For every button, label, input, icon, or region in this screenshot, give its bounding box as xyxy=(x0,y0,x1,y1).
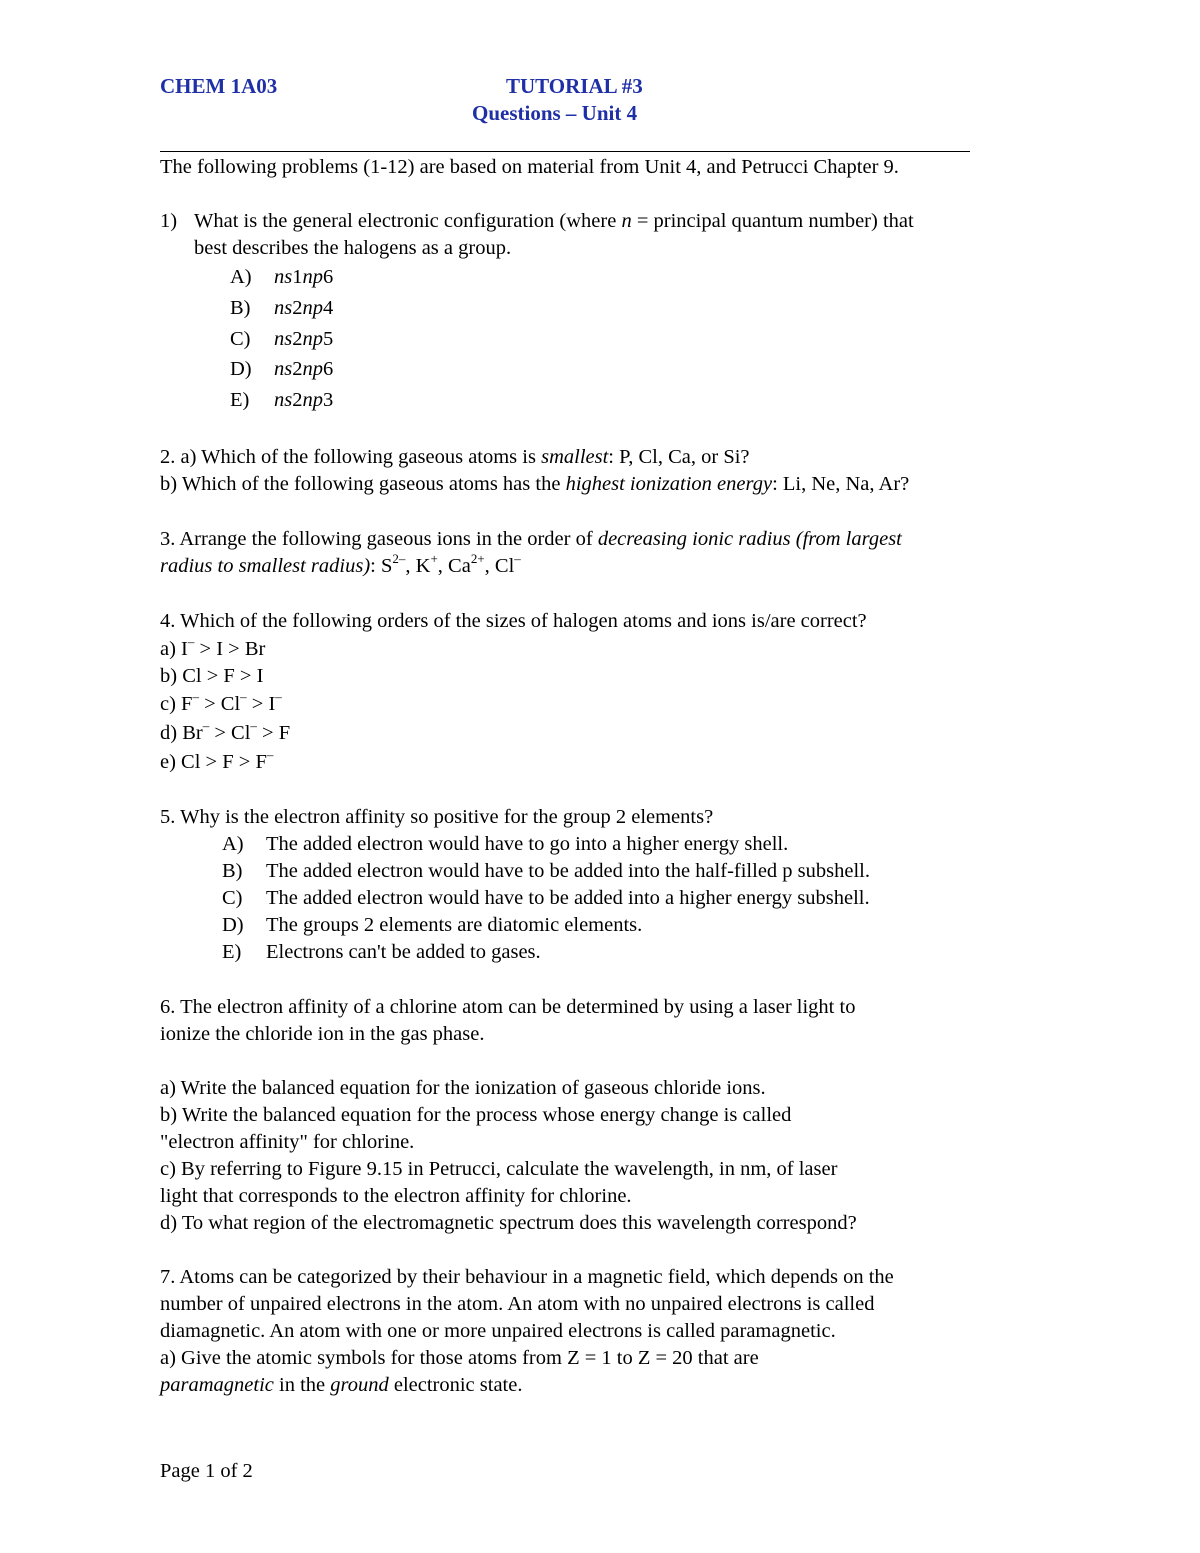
header-divider xyxy=(160,151,970,152)
q1-option-c: C) ns2np5 xyxy=(230,328,334,350)
q1-stem-line2: best describes the halogens as a group. xyxy=(194,237,512,259)
q6-part-c-line1: c) By referring to Figure 9.15 in Petrucci, calculate the wavelength, in nm, of laser xyxy=(160,1158,838,1180)
q5-option-a: A) The added electron would have to go into a higher energy shell. xyxy=(222,833,789,855)
q1-option-e: E) ns2np3 xyxy=(230,389,334,411)
q6-stem-line2: ionize the chloride ion in the gas phase. xyxy=(160,1023,485,1045)
q2-part-a: 2. a) Which of the following gaseous atoms is smallest: P, Cl, Ca, or Si? xyxy=(160,446,750,468)
q3-stem: 3. Arrange the following gaseous ions in the order of decreasing ionic radius (from largest xyxy=(160,528,902,550)
q6-part-a: a) Write the balanced equation for the ionization of gaseous chloride ions. xyxy=(160,1077,766,1099)
q4-option-d: d) Br– > Cl– > F xyxy=(160,718,291,744)
q6-part-d: d) To what region of the electromagnetic spectrum does this wavelength correspond? xyxy=(160,1212,857,1234)
q2-part-b: b) Which of the following gaseous atoms has the highest ionization energy: Li, Ne, Na, Ar? xyxy=(160,473,910,495)
q1-stem: What is the general electronic configuration (where n = principal quantum number) that xyxy=(194,210,914,232)
q5-option-b: B) The added electron would have to be added into the half-filled p subshell. xyxy=(222,860,870,882)
course-code: CHEM 1A03 xyxy=(160,74,278,98)
q1-option-a: A) ns1np6 xyxy=(230,266,334,288)
q5-option-e: E) Electrons can't be added to gases. xyxy=(222,941,541,963)
q4-option-a: a) I– > I > Br xyxy=(160,634,266,660)
page-subtitle: Questions – Unit 4 xyxy=(472,101,638,125)
q6-part-c-line2: light that corresponds to the electron affinity for chlorine. xyxy=(160,1185,632,1207)
q1-option-d: D) ns2np6 xyxy=(230,358,334,380)
q5-stem: 5. Why is the electron affinity so positive for the group 2 elements? xyxy=(160,806,714,828)
q7-part-a: a) Give the atomic symbols for those atoms from Z = 1 to Z = 20 that are xyxy=(160,1347,759,1369)
q7-part-a-line2: paramagnetic in the ground electronic state. xyxy=(160,1374,523,1396)
intro-text: The following problems (1-12) are based on material from Unit 4, and Petrucci Chapter 9. xyxy=(160,156,899,178)
q7-line2: number of unpaired electrons in the atom. An atom with no unpaired electrons is called xyxy=(160,1293,875,1315)
page-number: Page 1 of 2 xyxy=(160,1460,253,1482)
q5-option-c: C) The added electron would have to be added into a higher energy subshell. xyxy=(222,887,870,909)
q6-stem-line1: 6. The electron affinity of a chlorine atom can be determined by using a laser light to xyxy=(160,996,856,1018)
tutorial-title: TUTORIAL #3 xyxy=(506,74,643,98)
q5-option-d: D) The groups 2 elements are diatomic elements. xyxy=(222,914,643,936)
q4-option-e: e) Cl > F > F– xyxy=(160,747,274,773)
q6-part-b-line2: "electron affinity" for chlorine. xyxy=(160,1131,415,1153)
q7-line3: diamagnetic. An atom with one or more unpaired electrons is called paramagnetic. xyxy=(160,1320,836,1342)
q4-option-b: b) Cl > F > I xyxy=(160,665,264,687)
q3-ions: radius to smallest radius): $S^{2-}$, K+, $Ca^{2+}$, Cl– xyxy=(160,551,521,577)
q7-line1: 7. Atoms can be categorized by their behaviour in a magnetic field, which depends on the xyxy=(160,1266,894,1288)
q6-part-b-line1: b) Write the balanced equation for the process whose energy change is called xyxy=(160,1104,792,1126)
q1-number: 1) xyxy=(160,210,178,232)
q4-option-c: c) F– > Cl– > I– xyxy=(160,689,282,715)
q4-stem: 4. Which of the following orders of the sizes of halogen atoms and ions is/are correct? xyxy=(160,610,867,632)
q1-option-b: B) ns2np4 xyxy=(230,297,334,319)
